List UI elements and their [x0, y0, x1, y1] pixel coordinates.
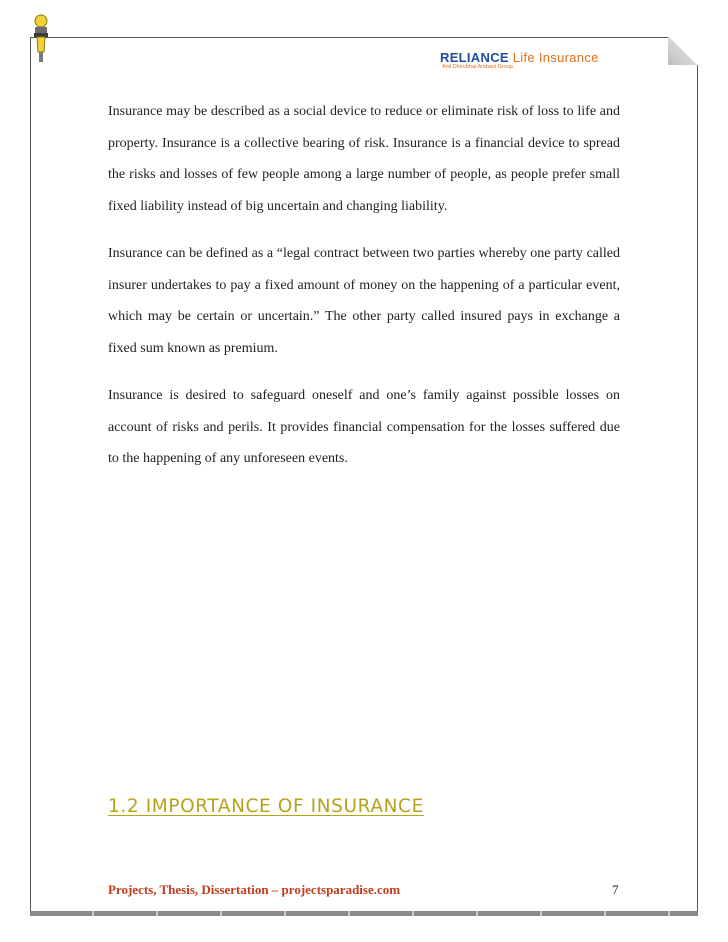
page-number: 7 — [612, 882, 619, 897]
logo-suffix: Life Insurance — [512, 50, 599, 65]
logo-tagline: Anil Dhirubhai Ambani Group — [442, 64, 513, 70]
section-heading: 1.2 IMPORTANCE OF INSURANCE — [108, 796, 424, 817]
page-curl-icon — [668, 37, 698, 65]
page-shadow — [30, 911, 698, 916]
footer-source: Projects, Thesis, Dissertation – projectsparadise.com — [108, 882, 401, 897]
paragraph-1: Insurance may be described as a social device to reduce or eliminate risk of loss to life and property. Insurance is a collective bearing of risk. Insurance is a financial device to spread the risks and losses of few people among a large number of people, as people prefer small fixed liability instead of big uncertain and changing liability. — [108, 104, 620, 214]
company-logo — [440, 50, 620, 76]
body-text — [108, 96, 620, 491]
paragraph-3: Insurance is desired to safeguard oneself and one’s family against possible losses on account of risks and perils. It provides financial compensation for the losses suffered due to the happening of any unforeseen events. — [108, 388, 620, 466]
pushpin-icon — [26, 12, 56, 72]
paragraph-2: Insurance can be defined as a “legal contract between two parties whereby one party called insurer undertakes to pay a fixed amount of money on the happening of a particular event, which may be certain or uncertain.” The other party called insured pays in exchange a fixed sum known as premium. — [108, 246, 620, 356]
logo-brand: RELIANCE — [440, 50, 509, 65]
